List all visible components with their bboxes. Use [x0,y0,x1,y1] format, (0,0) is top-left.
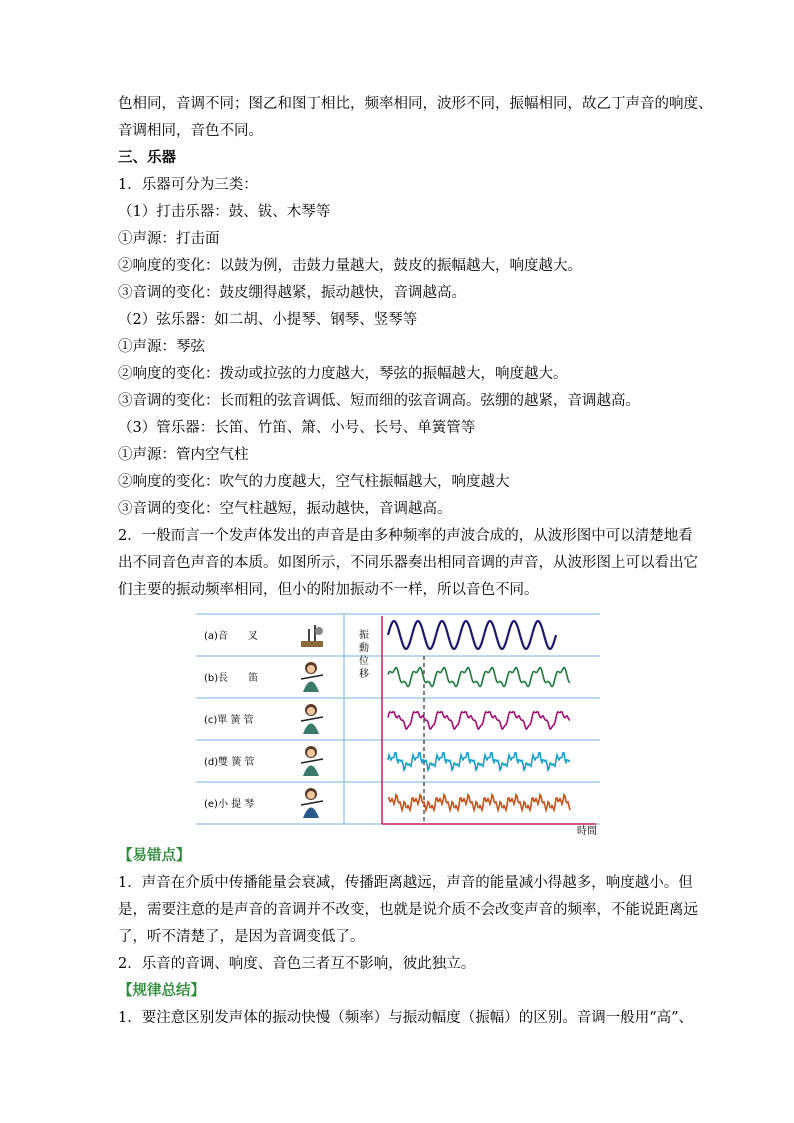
paragraph-line: 出不同音色声音的本质。如图所示，不同乐器奏出相同音调的声音，从波形图上可以看出它 [118,555,698,571]
x-axis-label: 時間 [577,826,597,837]
tip-heading: 【易错点】 [118,847,191,864]
section-heading: 三、乐器 [118,149,176,166]
list-item: ②响度的变化：拨动或拉弦的力度越大，琴弦的振幅越大，响度越大。 [118,366,568,382]
paragraph-line: 了，听不清楚了，是因为音调变低了。 [118,929,365,945]
instrument-label: (e)小 提 琴 [204,799,255,810]
paragraph-line: 1．要注意区别发声体的振动快慢（频率）与振动幅度（振幅）的区别。音调一般用“高”、 [118,1010,694,1026]
subsection-heading: （1）打击乐器：鼓、钹、木琴等 [118,204,331,220]
instrument-label: (b)長 笛 [204,673,259,684]
oboe-player-icon [301,746,323,776]
list-item: ②响度的变化：吹气的力度越大，空气柱振幅越大，响度越大 [118,474,510,490]
waveform-figure [196,606,600,838]
waveform-line [388,795,570,810]
list-item: ②响度的变化：以鼓为例，击鼓力量越大，鼓皮的振幅越大，响度越大。 [118,258,582,274]
paragraph-line: 们主要的振动频率相同，但小的附加振动不一样，所以音色不同。 [118,582,539,598]
list-item: ③音调的变化：长而粗的弦音调低、短而细的弦音调高。弦绷的越紧，音调越高。 [118,393,640,409]
list-item: ①声源：打击面 [118,231,220,247]
paragraph-line: 是，需要注意的是声音的音调并不改变，也就是说介质不会改变声音的频率，不能说距离远 [118,902,698,918]
flute-player-icon [301,662,323,692]
paragraph-line: 2．一般而言一个发声体发出的声音是由多种频率的声波合成的，从波形图中可以清楚地看 [118,528,693,544]
violin-player-icon [301,788,323,818]
list-item: 1．乐器可分为三类： [118,177,258,193]
waveform-line [388,668,570,687]
clarinet-player-icon [301,704,323,734]
instrument-label: (d)雙 簧 管 [204,757,255,768]
tuning-fork-icon [301,625,323,647]
list-item: ①声源：琴弦 [118,339,205,355]
paragraph-line: 2．乐音的音调、响度、音色三者互不影响，彼此独立。 [118,956,476,972]
y-axis-label-char: 移 [359,669,369,680]
y-axis-label-char: 位 [359,656,369,667]
paragraph-line: 1．声音在介质中传播能量会衰减，传播距离越远，声音的能量减小得越多，响度越小。但 [118,875,693,891]
list-item: ①声源：管内空气柱 [118,447,249,463]
waveform-line [388,712,570,729]
list-item: ③音调的变化：鼓皮绷得越紧，振动越快，音调越高。 [118,285,466,301]
waveform-comparison-diagram [196,606,600,838]
summary-heading: 【规律总结】 [118,982,205,999]
waveform-line [388,621,556,649]
y-axis-label-char: 振 [359,630,369,641]
y-axis-label-char: 動 [359,643,369,654]
list-item: ③音调的变化：空气柱越短，振动越快，音调越高。 [118,501,452,517]
instrument-label: (c)單 簧 管 [204,715,254,726]
instrument-label: (a)音 叉 [204,631,258,642]
subsection-heading: （3）管乐器：长笛、竹笛、箫、小号、长号、单簧管等 [118,420,476,436]
subsection-heading: （2）弦乐器：如二胡、小提琴、钢琴、竖琴等 [118,312,418,328]
paragraph-line: 色相同，音调不同；图乙和图丁相比，频率相同，波形不同，振幅相同，故乙丁声音的响度、 [118,96,713,112]
waveform-line [388,753,570,770]
paragraph-line: 音调相同，音色不同。 [118,123,263,139]
